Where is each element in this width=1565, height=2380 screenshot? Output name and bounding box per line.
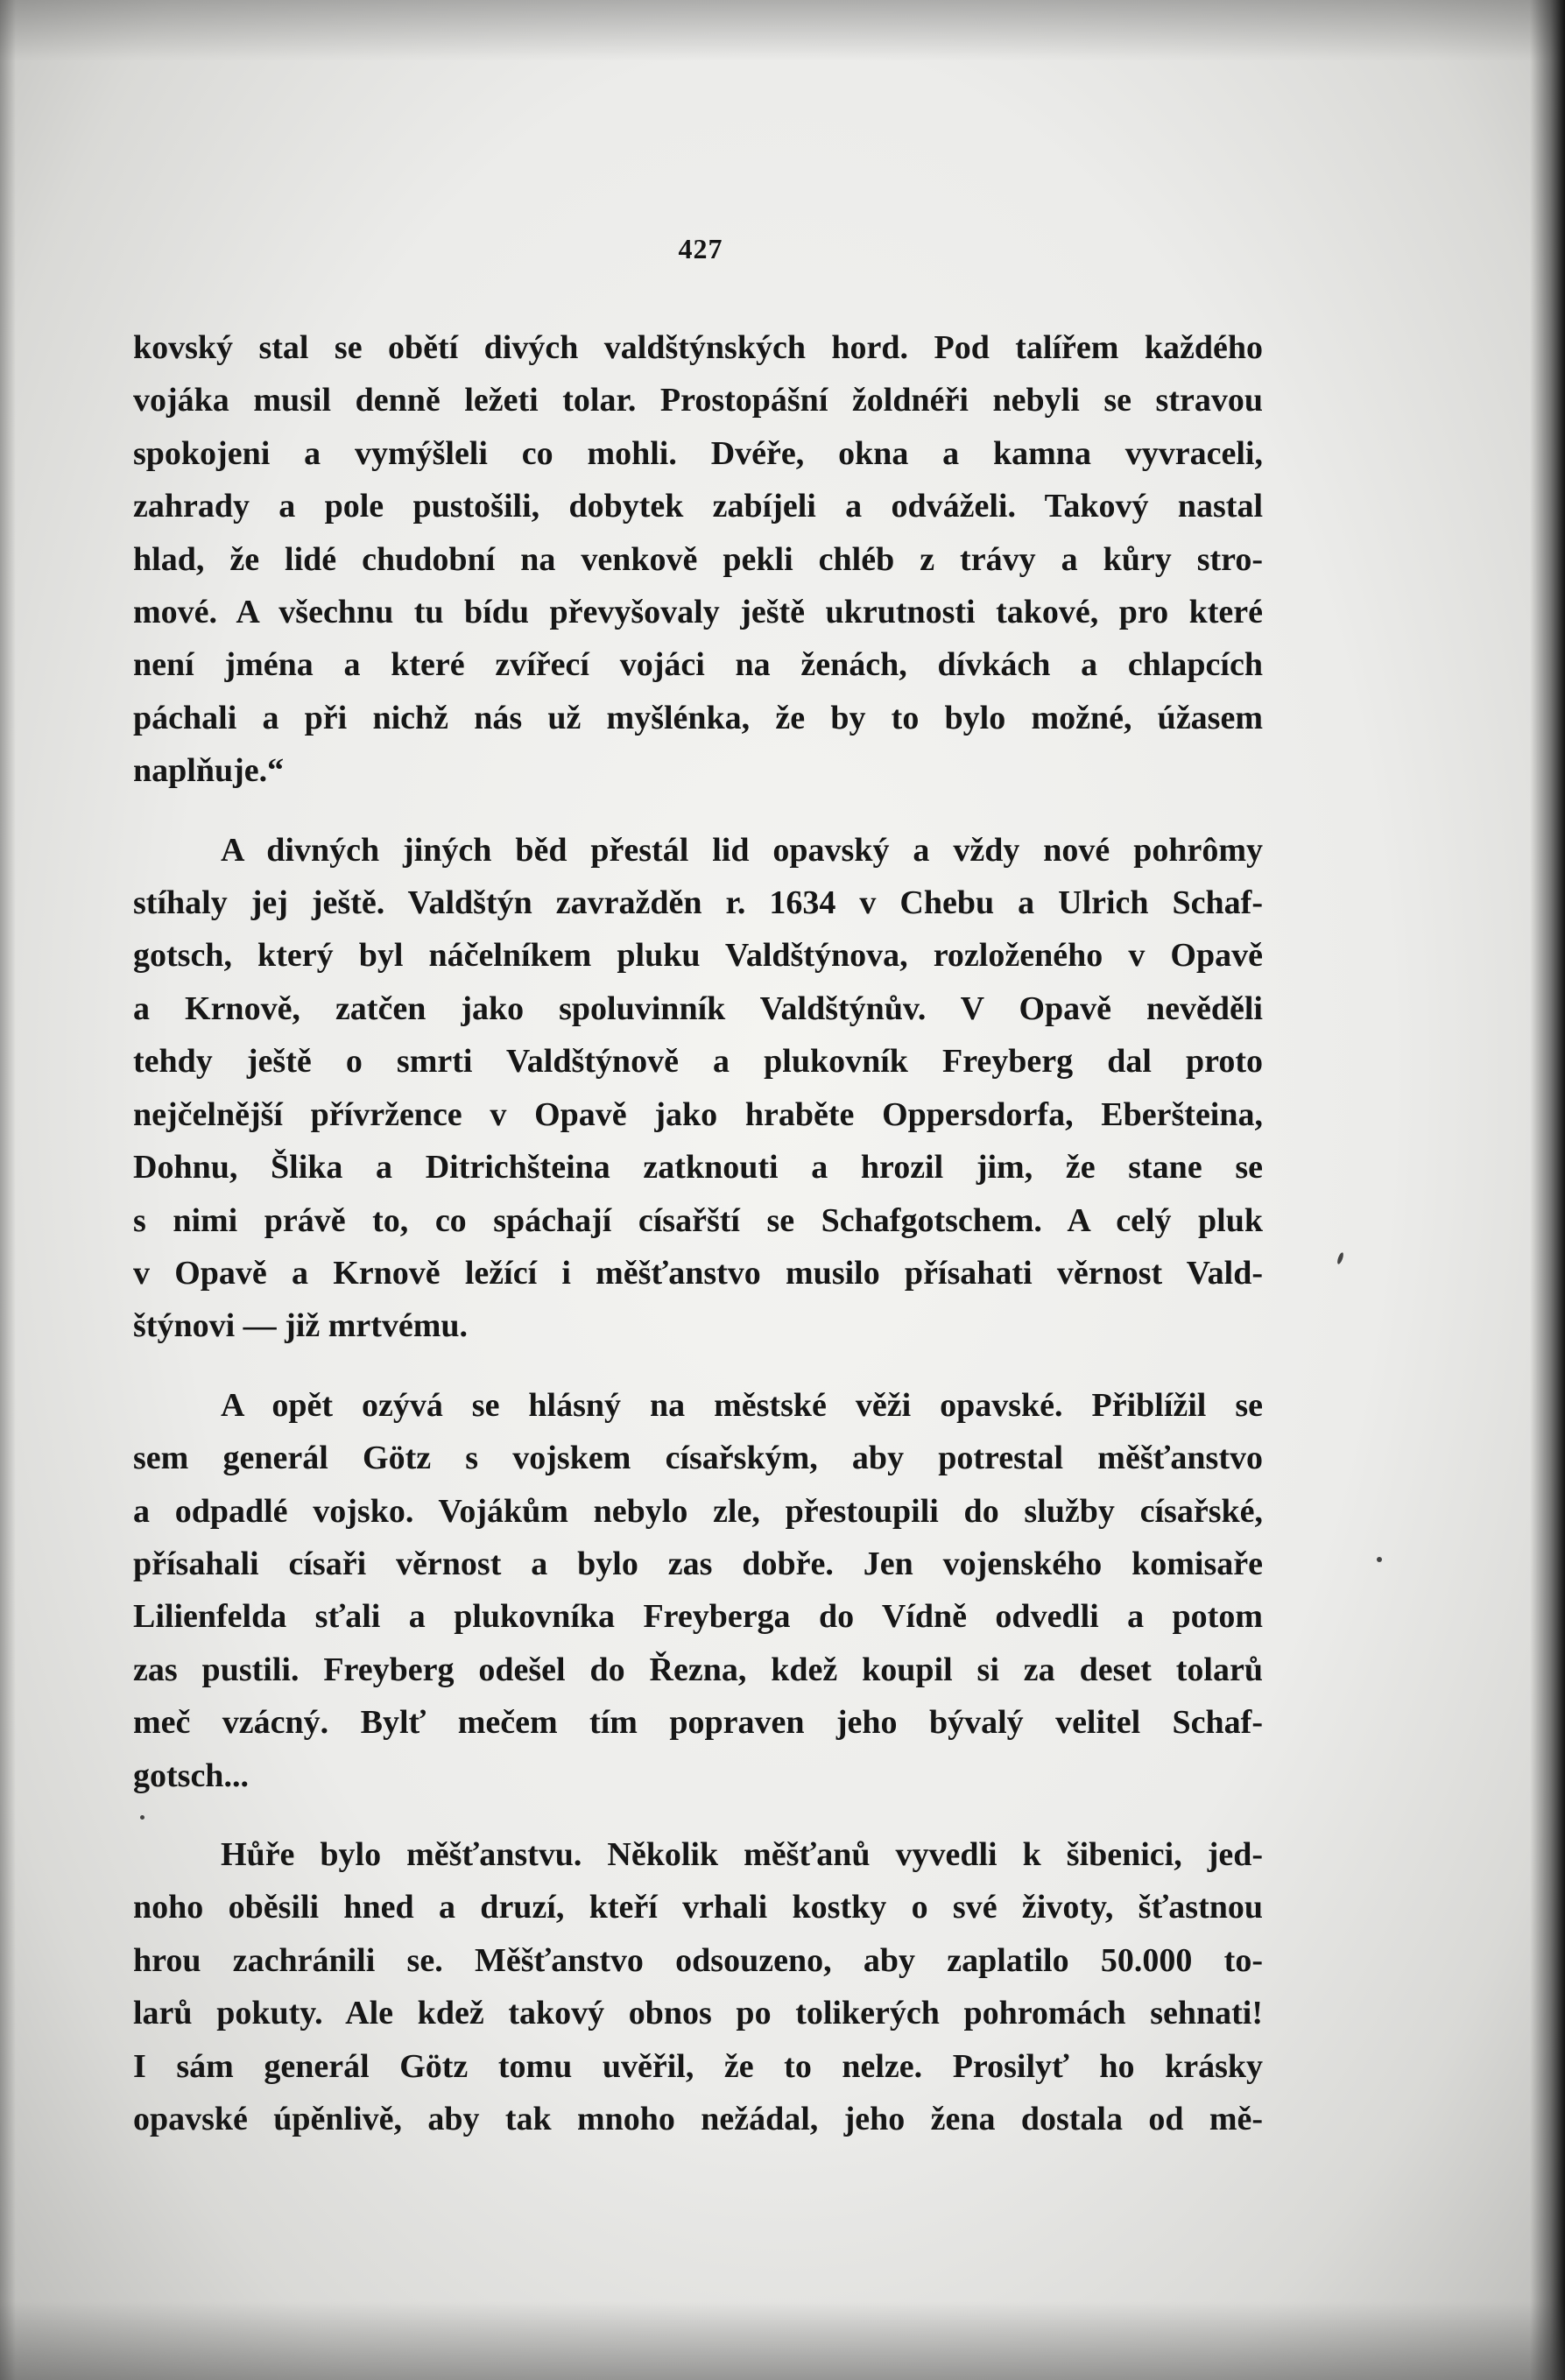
text-line: s nimi právě to, co spáchají císařští se Schafgotschem. A celý pluk	[133, 1201, 1263, 1239]
text-line: přísahali císaři věrnost a bylo zas dobře. Jen vojenského komisaře	[133, 1545, 1263, 1582]
scan-shadow-top	[0, 0, 1565, 61]
text-line: vojáka musil denně ležeti tolar. Prostopášní žoldnéři nebyli se stravou	[133, 382, 1263, 419]
text-line: spokojeni a vymýšleli co mohli. Dvéře, okna a kamna vyvraceli,	[133, 434, 1263, 472]
text-line: mové. A všechnu tu bídu převyšovaly ještě ukrutnosti takové, pro které	[133, 594, 1263, 631]
paragraph-1	[133, 321, 1263, 798]
text-line: není jména a které zvířecí vojáci na ženách, dívkách a chlapcích	[133, 646, 1263, 684]
text-line: gotsch, který byl náčelníkem pluku Valdštýnova, rozloženého v Opavě	[133, 937, 1263, 975]
scan-shadow-left	[0, 0, 16, 2380]
scan-shadow-right	[1530, 0, 1565, 2380]
paragraph-4	[133, 1828, 1263, 2145]
scan-shadow-bottom	[0, 2301, 1565, 2380]
text-line: kovský stal se obětí divých valdštýnských hord. Pod talířem každého	[133, 329, 1263, 366]
text-line: A divných jiných běd přestál lid opavský a vždy nové pohrômy	[221, 831, 1263, 869]
text-line: hrou zachránili se. Měšťanstvo odsouzeno, aby zaplatilo 50.000 to-	[133, 1941, 1263, 1979]
text-line: I sám generál Götz tomu uvěřil, že to nelze. Prosilyť ho krásky	[133, 2047, 1263, 2085]
text-line: noho oběsili hned a druzí, kteří vrhali kostky o své životy, šťastnou	[133, 1889, 1263, 1926]
paragraph-2	[133, 824, 1263, 1353]
text-line: štýnovi — již mrtvému.	[133, 1307, 469, 1345]
text-line: larů pokuty. Ale kdež takový obnos po tolikerých pohromách sehnati!	[133, 1995, 1263, 2032]
text-line: opavské úpěnlivě, aby tak mnoho nežádal, jeho žena dostala od mě-	[133, 2101, 1263, 2137]
text-line: gotsch...	[133, 1757, 249, 1794]
text-line: Lilienfelda sťali a plukovníka Freyberga do Vídně odvedli a potom	[133, 1598, 1263, 1636]
text-line: naplňuje.“	[133, 752, 285, 790]
text-line: v Opavě a Krnově ležící i měšťanstvo musilo přísahati věrnost Vald-	[133, 1254, 1263, 1292]
paragraph-gap	[133, 1353, 1263, 1379]
text-line: páchali a při nichž nás už myšlénka, že by to bylo možné, úžasem	[133, 699, 1263, 736]
paragraph-3	[133, 1379, 1263, 1802]
text-line: meč vzácný. Bylť mečem tím popraven jeho bývalý velitel Schaf-	[133, 1704, 1263, 1742]
text-line: a Krnově, zatčen jako spoluvinník Valdštýnův. V Opavě nevěděli	[133, 989, 1263, 1027]
body-text	[133, 321, 1263, 2145]
text-line: zahrady a pole pustošili, dobytek zabíjeli a odváželi. Takový nastal	[133, 488, 1263, 525]
scan-speck	[1377, 1557, 1382, 1562]
text-line: nejčelnější přívržence v Opavě jako hraběte Oppersdorfa, Eberšteina,	[133, 1095, 1263, 1133]
text-line: A opět ozývá se hlásný na městské věži opavské. Přiblížil se	[221, 1386, 1263, 1424]
page-number: 427	[678, 233, 723, 264]
text-line: a odpadlé vojsko. Vojákům nebylo zle, přestoupili do služby císařské,	[133, 1492, 1263, 1530]
text-line: stíhaly jej ještě. Valdštýn zavražděn r. 1634 v Chebu a Ulrich Schaf-	[133, 884, 1263, 922]
text-line: hlad, že lidé chudobní na venkově pekli chléb z trávy a kůry stro-	[133, 540, 1263, 578]
paragraph-gap	[133, 798, 1263, 824]
text-line: sem generál Götz s vojskem císařským, aby potrestal měšťanstvo	[133, 1440, 1263, 1477]
text-line: tehdy ještě o smrti Valdštýnově a plukovník Freyberg dal proto	[133, 1043, 1263, 1081]
text-line: Hůře bylo měšťanstvu. Několik měšťanů vyvedli k šibenici, jed-	[221, 1835, 1263, 1873]
text-line: zas pustili. Freyberg odešel do Řezna, kdež koupil si za deset tolarů	[133, 1651, 1263, 1688]
paragraph-gap	[133, 1802, 1263, 1828]
text-line: Dohnu, Šlika a Ditrichšteina zatknouti a hrozil jim, že stane se	[133, 1149, 1263, 1186]
